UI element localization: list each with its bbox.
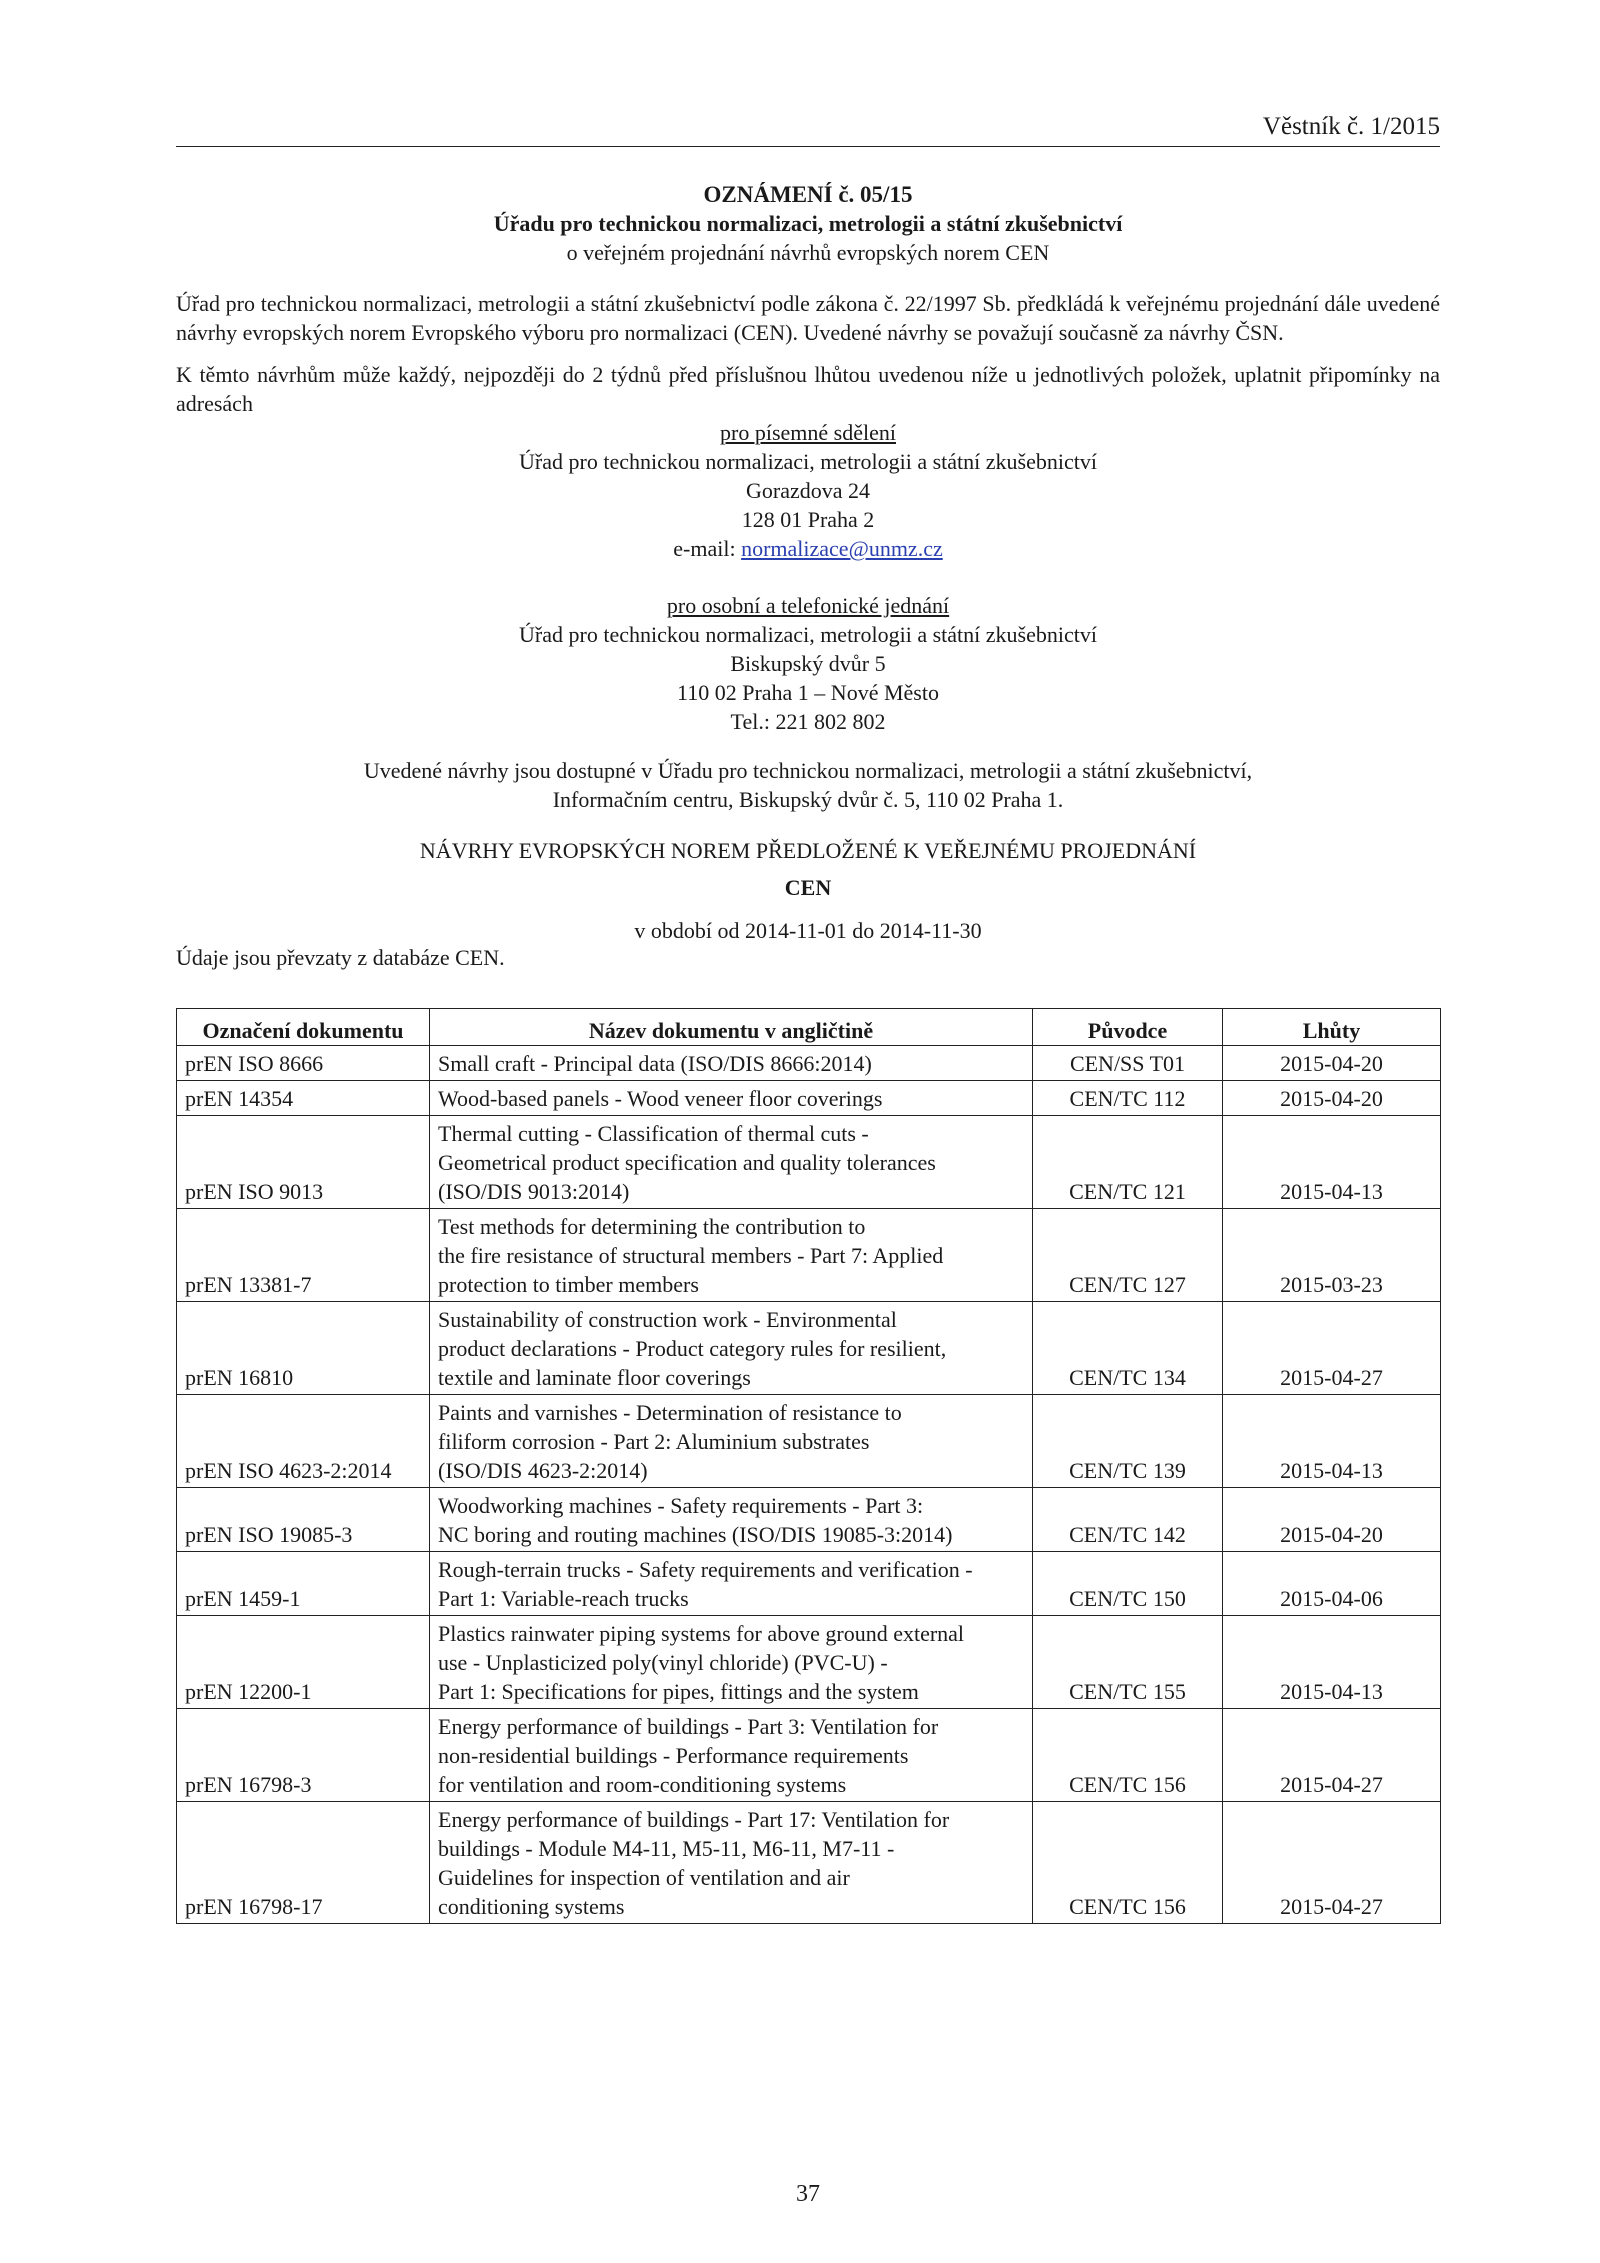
document-origin: CEN/TC 139 (1033, 1395, 1223, 1488)
running-head: Věstník č. 1/2015 (1262, 113, 1440, 140)
availability-line-2: Informačním centru, Biskupský dvůr č. 5, 110 02 Praha 1. (552, 787, 1064, 812)
document-id: prEN ISO 8666 (177, 1046, 430, 1081)
document-title (430, 1116, 1033, 1209)
address-written-street: Gorazdova 24 (745, 478, 870, 503)
document-origin: CEN/SS T01 (1033, 1046, 1223, 1081)
document-title (430, 1802, 1033, 1924)
document-title-line: Plastics rainwater piping systems for above ground external (438, 1621, 965, 1646)
document-title-line: textile and laminate floor coverings (438, 1365, 751, 1390)
document-title (430, 1081, 1033, 1116)
document-title-line: NC boring and routing machines (ISO/DIS 19085-3:2014) (438, 1522, 953, 1547)
column-header-id: Označení dokumentu (177, 1009, 430, 1046)
table-row (177, 1081, 1441, 1116)
column-header-deadline: Lhůty (1223, 1009, 1441, 1046)
document-title (430, 1488, 1033, 1552)
table-row (177, 1552, 1441, 1616)
document-title-line: Small craft - Principal data (ISO/DIS 8666:2014) (438, 1051, 872, 1076)
table-row (177, 1209, 1441, 1302)
table-row (177, 1046, 1441, 1081)
document-title (430, 1395, 1033, 1488)
document-title-line: Thermal cutting - Classification of thermal cuts - (438, 1121, 869, 1146)
document-origin: CEN/TC 142 (1033, 1488, 1223, 1552)
document-deadline: 2015-04-13 (1223, 1116, 1441, 1209)
column-header-title: Název dokumentu v angličtině (430, 1009, 1033, 1046)
document-id: prEN 1459-1 (177, 1552, 430, 1616)
announcement-subject: o veřejném projednání návrhů evropských norem CEN (566, 240, 1050, 265)
table-row (177, 1395, 1441, 1488)
intro-paragraph: Úřad pro technickou normalizaci, metrologii a státní zkušebnictví podle zákona č. 22/1997 Sb. předkládá k veřejnému projednání dále uvedené návrhy evropských norem Evropského výboru pro normalizaci (CEN). Uvedené návrhy se považují současně za návrhy ČSN. (176, 291, 1440, 345)
document-id: prEN 13381-7 (177, 1209, 430, 1302)
document-title-line: Part 1: Variable-reach trucks (438, 1586, 689, 1611)
document-title-line: conditioning systems (438, 1894, 625, 1919)
availability-note (176, 756, 1440, 814)
document-title-line: buildings - Module M4-11, M5-11, M6-11, M7-11 - (438, 1836, 895, 1861)
address-written-office: Úřad pro technickou normalizaci, metrologii a státní zkušebnictví (519, 449, 1097, 474)
document-title-line: for ventilation and room-conditioning systems (438, 1772, 847, 1797)
document-title (430, 1616, 1033, 1709)
address-personal-office: Úřad pro technickou normalizaci, metrologii a státní zkušebnictví (519, 622, 1097, 647)
document-origin: CEN/TC 156 (1033, 1802, 1223, 1924)
table-row (177, 1488, 1441, 1552)
document-origin: CEN/TC 127 (1033, 1209, 1223, 1302)
table-row (177, 1302, 1441, 1395)
document-title (430, 1209, 1033, 1302)
address-personal-city: 110 02 Praha 1 – Nové Město (677, 680, 939, 705)
document-title (430, 1709, 1033, 1802)
document-page (176, 0, 1440, 2263)
document-deadline: 2015-03-23 (1223, 1209, 1441, 1302)
document-title-line: (ISO/DIS 4623-2:2014) (438, 1458, 648, 1483)
document-id: prEN 16810 (177, 1302, 430, 1395)
document-title-line: Wood-based panels - Wood veneer floor coverings (438, 1086, 883, 1111)
document-id: prEN ISO 4623-2:2014 (177, 1395, 430, 1488)
address-personal (176, 591, 1440, 736)
table-header-row (177, 1009, 1441, 1046)
document-title-line: protection to timber members (438, 1272, 699, 1297)
document-title-line: Test methods for determining the contribution to (438, 1214, 866, 1239)
announcement-issuer: Úřadu pro technickou normalizaci, metrologii a státní zkušebnictví (493, 211, 1123, 236)
document-title (430, 1552, 1033, 1616)
document-title-line: use - Unplasticized poly(vinyl chloride) (PVC-U) - (438, 1650, 888, 1675)
document-title-line: filiform corrosion - Part 2: Aluminium substrates (438, 1429, 870, 1454)
section-header (176, 836, 1440, 945)
document-origin: CEN/TC 112 (1033, 1081, 1223, 1116)
table-body (177, 1046, 1441, 1924)
page-number: 37 (796, 2181, 820, 2207)
table-row (177, 1709, 1441, 1802)
document-title-line: Guidelines for inspection of ventilation and air (438, 1865, 850, 1890)
document-id: prEN ISO 9013 (177, 1116, 430, 1209)
document-title-line: Sustainability of construction work - Environmental (438, 1307, 897, 1332)
document-id: prEN 12200-1 (177, 1616, 430, 1709)
document-deadline: 2015-04-27 (1223, 1709, 1441, 1802)
email-link[interactable]: normalizace@unmz.cz (741, 536, 943, 561)
document-origin: CEN/TC 134 (1033, 1302, 1223, 1395)
document-title-line: Paints and varnishes - Determination of resistance to (438, 1400, 902, 1425)
header-rule (176, 146, 1440, 147)
address-written-heading: pro písemné sdělení (720, 420, 896, 445)
section-period: v období od 2014-11-01 do 2014-11-30 (634, 918, 982, 943)
document-deadline: 2015-04-13 (1223, 1395, 1441, 1488)
document-origin: CEN/TC 155 (1033, 1616, 1223, 1709)
address-written (176, 418, 1440, 563)
availability-line-1: Uvedené návrhy jsou dostupné v Úřadu pro technickou normalizaci, metrologii a státní zkušebnictví, (363, 758, 1253, 783)
document-id: prEN 14354 (177, 1081, 430, 1116)
document-deadline: 2015-04-06 (1223, 1552, 1441, 1616)
section-heading: NÁVRHY EVROPSKÝCH NOREM PŘEDLOŽENÉ K VEŘEJNÉMU PROJEDNÁNÍ (419, 838, 1197, 863)
document-title-line: Woodworking machines - Safety requirements - Part 3: (438, 1493, 924, 1518)
document-title-line: Part 1: Specifications for pipes, fittings and the system (438, 1679, 919, 1704)
document-title-line: Rough-terrain trucks - Safety requirements and verification - (438, 1557, 973, 1582)
document-title-line: non-residential buildings - Performance requirements (438, 1743, 909, 1768)
document-deadline: 2015-04-20 (1223, 1488, 1441, 1552)
announcement-number: OZNÁMENÍ č. 05/15 (703, 182, 913, 207)
address-personal-heading: pro osobní a telefonické jednání (666, 593, 950, 618)
table-row (177, 1616, 1441, 1709)
section-body-name: CEN (784, 875, 832, 900)
document-origin: CEN/TC 156 (1033, 1709, 1223, 1802)
document-origin: CEN/TC 150 (1033, 1552, 1223, 1616)
announcement-title (176, 180, 1440, 267)
address-written-email (176, 534, 1440, 563)
address-personal-phone: Tel.: 221 802 802 (730, 709, 886, 734)
document-title (430, 1046, 1033, 1081)
document-title-line: (ISO/DIS 9013:2014) (438, 1179, 630, 1204)
document-title-line: Geometrical product specification and quality tolerances (438, 1150, 936, 1175)
documents-table (176, 1008, 1441, 1924)
document-deadline: 2015-04-20 (1223, 1046, 1441, 1081)
document-id: prEN 16798-3 (177, 1709, 430, 1802)
comments-paragraph: K těmto návrhům může každý, nejpozději do 2 týdnů před příslušnou lhůtou uvedenou níže u jednotlivých položek, uplatnit připomínky na adresách (176, 362, 1440, 416)
document-id: prEN ISO 19085-3 (177, 1488, 430, 1552)
document-title-line: Energy performance of buildings - Part 3: Ventilation for (438, 1714, 939, 1739)
column-header-origin: Původce (1033, 1009, 1223, 1046)
document-deadline: 2015-04-20 (1223, 1081, 1441, 1116)
page-content (176, 180, 1440, 1924)
document-title-line: product declarations - Product category rules for resilient, (438, 1336, 947, 1361)
document-id: prEN 16798-17 (177, 1802, 430, 1924)
table-row (177, 1802, 1441, 1924)
document-deadline: 2015-04-27 (1223, 1302, 1441, 1395)
source-note: Údaje jsou převzaty z databáze CEN. (176, 945, 505, 970)
document-title (430, 1302, 1033, 1395)
table-row (177, 1116, 1441, 1209)
document-deadline: 2015-04-13 (1223, 1616, 1441, 1709)
address-personal-street: Biskupský dvůr 5 (730, 651, 886, 676)
address-written-city: 128 01 Praha 2 (741, 507, 875, 532)
document-title-line: Energy performance of buildings - Part 17: Ventilation for (438, 1807, 950, 1832)
document-deadline: 2015-04-27 (1223, 1802, 1441, 1924)
document-origin: CEN/TC 121 (1033, 1116, 1223, 1209)
email-label: e-mail: (673, 536, 742, 561)
document-title-line: the fire resistance of structural members - Part 7: Applied (438, 1243, 944, 1268)
